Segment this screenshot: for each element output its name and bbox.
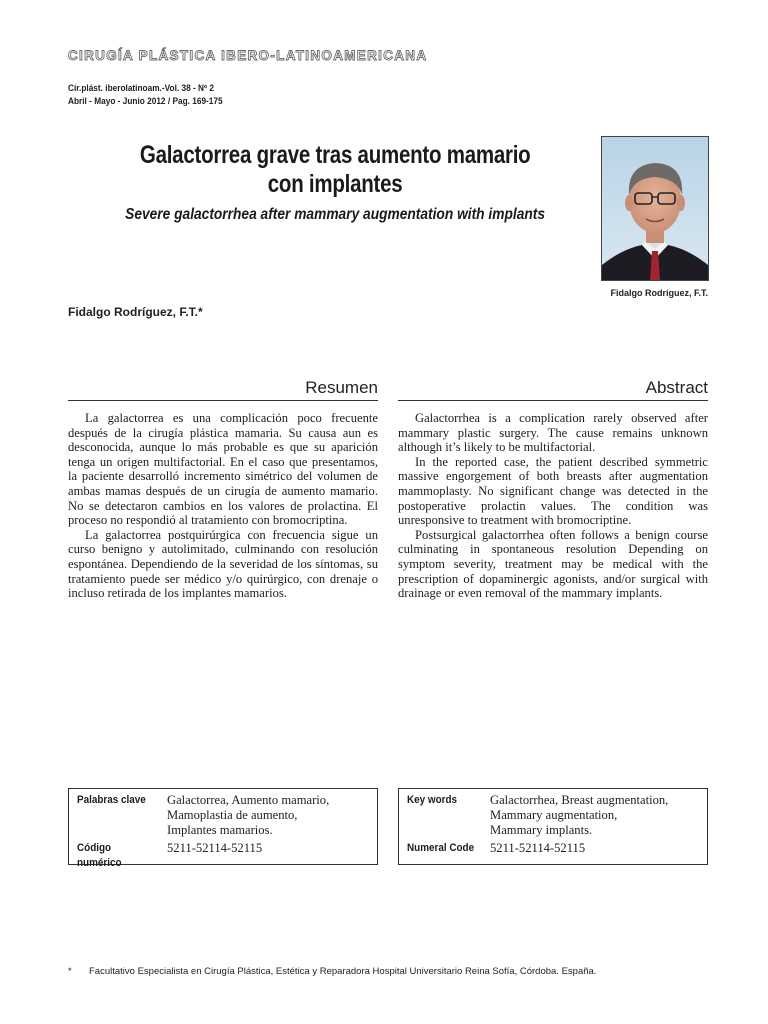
keyword-line: Mamoplastia de aumento,: [167, 808, 298, 822]
title-english-text: Severe galactorrhea after mammary augmentation with implants: [125, 206, 545, 223]
citation: [68, 82, 223, 108]
keywords-row: [77, 793, 369, 838]
footnote-text: Facultativo Especialista en Cirugía Plástica, Estética y Reparadora Hospital Universitario Reina Sofía, Córdoba. España.: [89, 966, 597, 977]
keywords-label: Palabras clave: [77, 794, 146, 806]
keywords-box-english: [398, 788, 708, 865]
keywords-row: [407, 793, 699, 838]
author-portrait-image: [602, 137, 708, 280]
footnote: [68, 966, 708, 980]
author-photo: [601, 136, 709, 281]
keyword-line: Galactorrhea, Breast augmentation,: [490, 793, 669, 807]
keywords-box-spanish: [68, 788, 378, 869]
keyword-line: Mammary implants.: [490, 823, 593, 837]
keywords-value: [167, 793, 329, 838]
abstract-heading: Abstract: [398, 378, 708, 401]
resumen-body: [68, 411, 378, 601]
title-spanish-line-2: con implantes: [267, 170, 403, 198]
abstract-paragraph: Postsurgical galactorrhea often follows a benign course culminating in spontaneous resolution Depending on symptom severity, treatment may be medical with the prescription of dopaminergic agonists, and/or surgical with drainage or even removal of the mammary implants.: [398, 527, 708, 601]
title-english: [20, 206, 650, 224]
keyword-line: Mammary augmentation,: [490, 808, 618, 822]
abstract-body: [398, 411, 708, 601]
code-label: Numeral Code: [407, 842, 475, 854]
author-name: Fidalgo Rodríguez, F.T.*: [68, 305, 203, 319]
citation-line-1: Cir.plást. iberolatinoam.-Vol. 38 - Nº 2: [68, 83, 214, 93]
title-spanish-line-1: Galactorrea grave tras aumento mamario: [139, 141, 531, 169]
citation-line-2: Abril - Mayo - Junio 2012 / Pag. 169-175: [68, 96, 223, 106]
keywords-label: Key words: [407, 794, 458, 806]
photo-caption: Fidalgo Rodríguez, F.T.: [610, 288, 708, 298]
keyword-line: Implantes mamarios.: [167, 823, 273, 837]
resumen-paragraph: La galactorrea es una complicación poco frecuente después de la cirugía plástica mamaria. Su causa aun es desconocida, aunque lo más probable es que su aparición tenga un origen multifactorial. En el caso que presentamos, la paciente desarrolló incremento simétrico del volumen de ambas mamas después de un cirugía de aumento mamario. No se detectaron cambios en los valores de prolactina. El proceso no respondió al tratamiento con bromocriptina.: [68, 411, 378, 528]
abstract-paragraph: Galactorrhea is a complication rarely observed after mammary plastic surgery. The cause remains unknown although it’s likely to be multifactorial.: [398, 411, 708, 455]
code-value: 5211-52114-52115: [490, 841, 586, 855]
footnote-mark: *: [68, 966, 72, 977]
resumen-heading: Resumen: [68, 378, 378, 401]
abstract-paragraph: In the reported case, the patient described symmetric massive engorgement of both breasts after augmentation mammoplasty. No significant change was detected in the postoperative prolactin values. The condition was unresponsive to treatment with bromocriptine.: [398, 454, 708, 528]
code-row: [407, 841, 699, 856]
code-value: 5211-52114-52115: [167, 841, 263, 855]
keywords-value: [490, 793, 668, 838]
code-row: [77, 841, 369, 871]
journal-header: CIRUGÍA PLÁSTICA IBERO-LATINOAMERICANA: [68, 48, 428, 63]
keyword-line: Galactorrea, Aumento mamario,: [167, 793, 330, 807]
code-label: Código numérico: [77, 842, 122, 869]
resumen-paragraph: La galactorrea postquirúrgica con frecuencia sigue un curso benigno y autolimitado, culminando con resolución espontánea. Dependiendo de la severidad de los síntomas, su tratamiento puede ser médico y/o quirúrgico, con drenaje o incluso retirada de los implantes mamarios.: [68, 527, 378, 601]
title-spanish: [40, 141, 630, 199]
